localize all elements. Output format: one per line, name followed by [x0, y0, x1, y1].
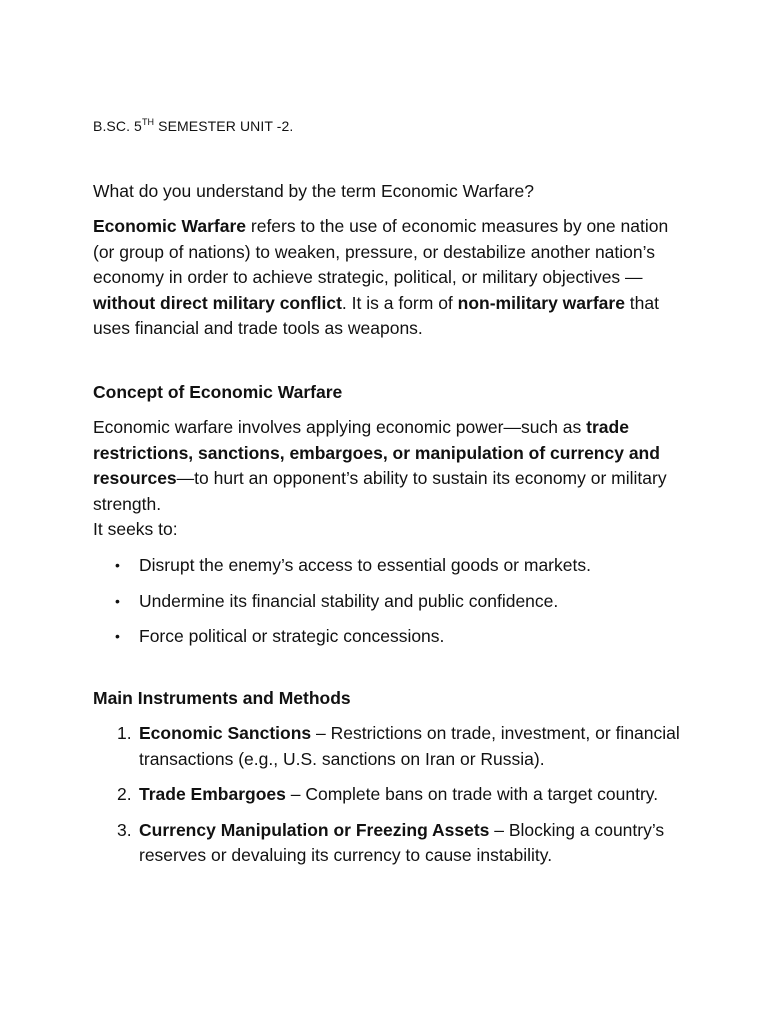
definition-part2: . It is a form of	[341, 292, 458, 313]
item-title: Trade Embargoes	[139, 784, 286, 804]
concept-bold: trade restrictions, sanctions, embargoes, or manipulation of currency and resources	[93, 417, 660, 488]
item-number: 1.	[117, 723, 132, 743]
concept-intro: Economic warfare involves applying economic power—such as	[93, 417, 587, 437]
document-header	[93, 116, 293, 136]
concept-paragraph	[93, 415, 693, 543]
item-desc: – Restrictions on trade, investment, or financial transactions (e.g., U.S. sanctions on Iran or Russia).	[139, 723, 680, 769]
definition-part1: refers to the use of economic measures by one nation (or group of nations) to weaken, pressure, or destabilize another nation’s economy in order to achieve strategic, political, or military objectives —	[93, 216, 669, 287]
bullet-icon: •	[115, 592, 120, 609]
list-item	[93, 624, 693, 650]
definition-term: Economic Warfare	[93, 216, 247, 236]
item-desc: – Blocking a country’s reserves or devaluing its currency to cause instability.	[139, 819, 665, 865]
concept-seeks: It seeks to:	[93, 519, 178, 539]
item-number: 3.	[117, 819, 132, 840]
list-item	[93, 818, 693, 869]
concept-heading: Concept of Economic Warfare	[93, 382, 343, 402]
instruments-heading: Main Instruments and Methods	[93, 688, 351, 708]
definition-bold1: without direct military conflict	[93, 292, 342, 313]
list-item	[93, 589, 693, 615]
bullet-icon: •	[115, 557, 120, 573]
item-number: 2.	[117, 784, 132, 804]
header-prefix: B.SC. 5	[93, 118, 142, 134]
item-title: Economic Sanctions	[139, 723, 312, 743]
bullet-icon: •	[115, 628, 120, 644]
concept-bullet-list	[93, 553, 693, 650]
definition-paragraph	[93, 214, 693, 342]
bullet-text: Force political or strategic concessions.	[139, 626, 445, 646]
instruments-list	[93, 721, 693, 869]
concept-rest: —to hurt an opponent’s ability to sustain its economy or military strength.	[93, 468, 667, 514]
bullet-text: Disrupt the enemy’s access to essential goods or markets.	[139, 555, 591, 575]
list-item	[93, 553, 693, 579]
list-item	[93, 721, 693, 772]
question-text: What do you understand by the term Economic Warfare?	[93, 181, 534, 201]
header-suffix: SEMESTER UNIT -2.	[154, 118, 294, 134]
bullet-text: Undermine its financial stability and public confidence.	[139, 590, 559, 611]
item-title: Currency Manipulation or Freezing Assets	[139, 819, 490, 840]
definition-bold2: non-military warfare	[457, 292, 625, 313]
header-superscript: TH	[141, 117, 155, 127]
list-item	[93, 782, 693, 808]
definition-part3: that uses financial and trade tools as weapons.	[93, 292, 659, 338]
item-desc: – Complete bans on trade with a target country.	[285, 784, 659, 804]
